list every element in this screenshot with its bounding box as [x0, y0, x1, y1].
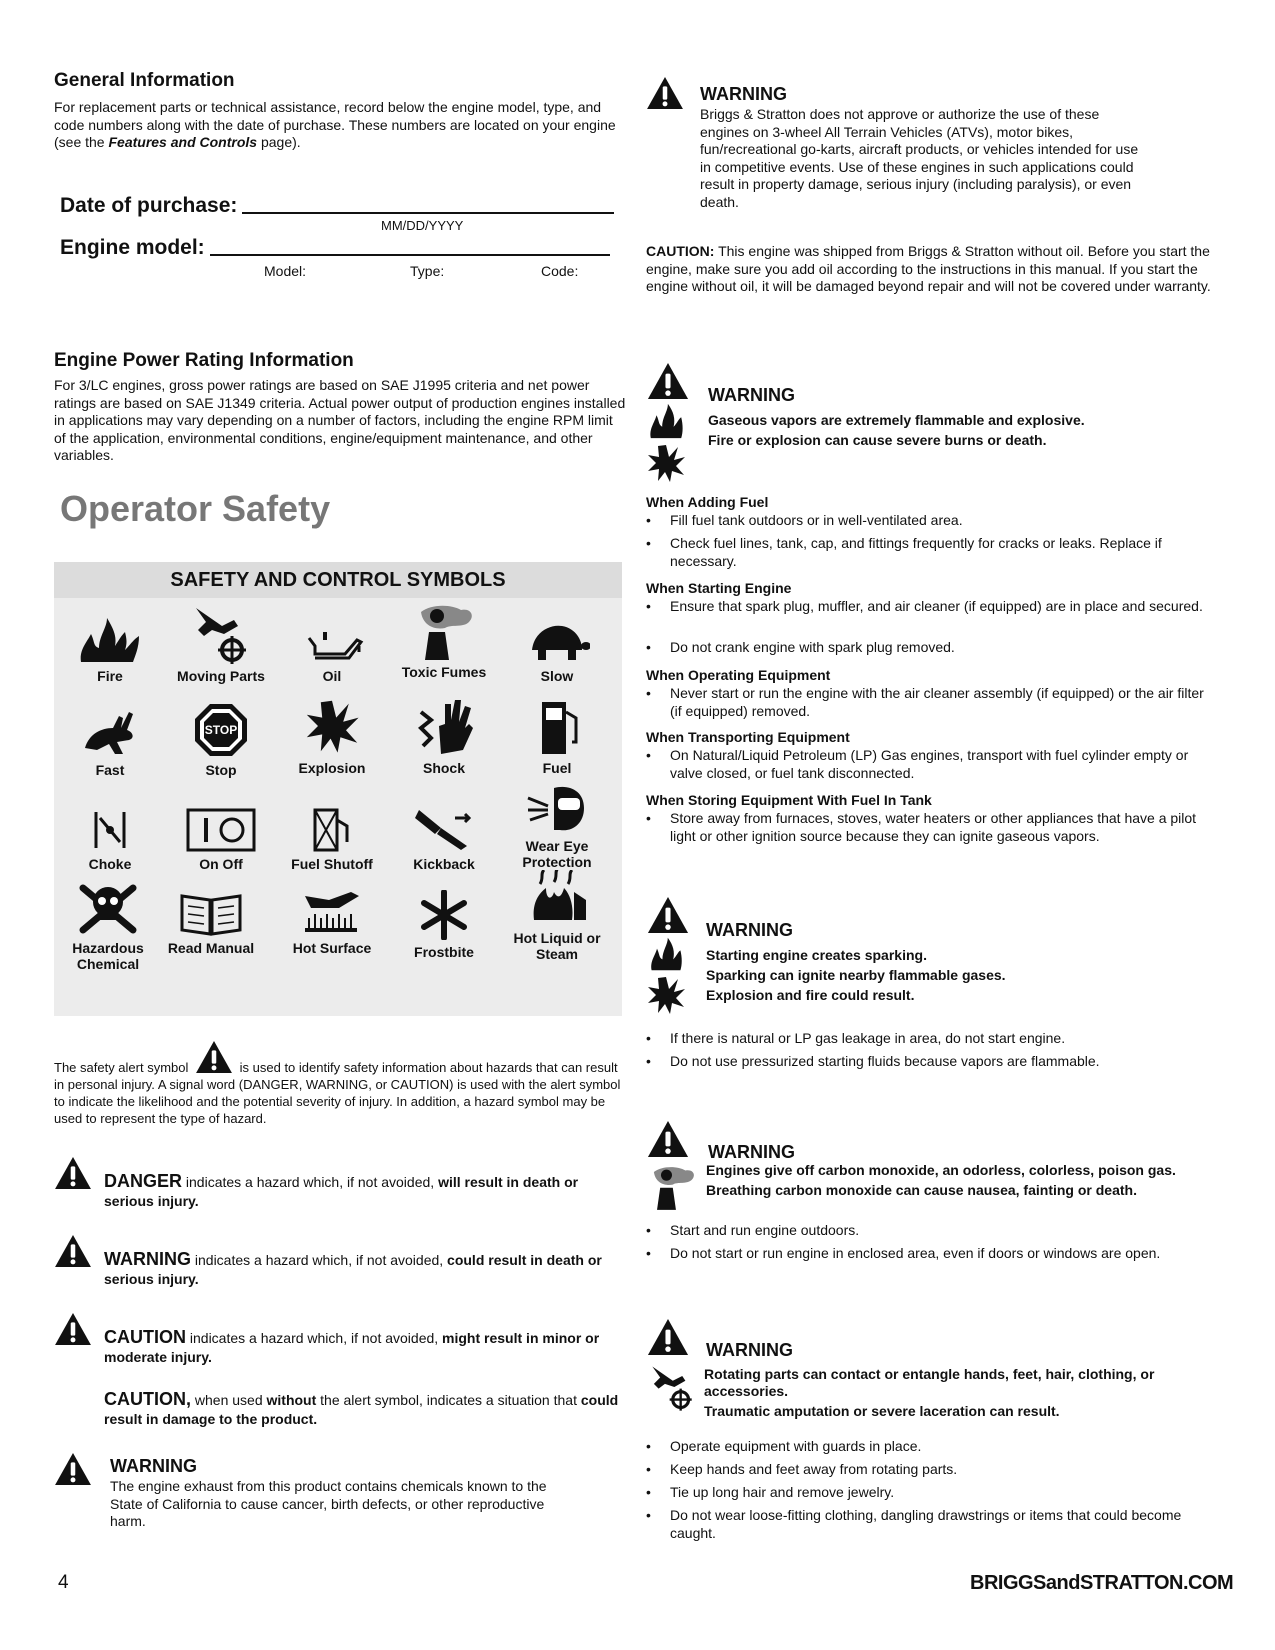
general-info-text: For replacement parts or technical assistance, record below the engine model, type, and code numbers along with the date of purchase. These numbers are located on your engine (see the Features and Controls page). [54, 99, 616, 150]
model-column-label: Model: [264, 263, 307, 279]
list-item: • Operate equipment with guards in place. [670, 1438, 1210, 1456]
symbol-on-off: On Off [166, 808, 276, 872]
w2-fire-icon [646, 402, 686, 440]
list-item: • If there is natural or LP gas leakage in area, do not start engine. [670, 1030, 1210, 1048]
list-item: • Keep hands and feet away from rotating parts. [670, 1461, 1210, 1479]
toxic-fumes-icon [411, 602, 477, 660]
snowflake-icon [419, 890, 469, 940]
type-column-label: Type: [410, 263, 445, 279]
rabbit-icon [77, 708, 143, 758]
adding-fuel-heading: When Adding Fuel [646, 494, 769, 510]
symbol-stop: STOP Stop [166, 702, 276, 778]
w5-moving-parts-icon [646, 1360, 698, 1414]
danger-definition: DANGER indicates a hazard which, if not avoided, will result in death or serious injury. [104, 1171, 579, 1209]
w5-icons [646, 1318, 698, 1414]
list-item: • Fill fuel tank outdoors or in well-ventilated area. [670, 512, 1210, 530]
symbol-fuel: Fuel [502, 698, 612, 776]
symbol-hot-surface: Hot Surface [277, 890, 387, 956]
symbol-frostbite: Frostbite [389, 890, 499, 960]
on-off-icon [186, 808, 256, 852]
list-item: • On Natural/Liquid Petroleum (LP) Gas engines, transport with fuel cylinder empty or valve closed, or fuel tank disconnected. [670, 747, 1210, 782]
power-rating-text: For 3/LC engines, gross power ratings are based on SAE J1995 criteria and net power ratings are based on SAE J1349 criteria. Actual power output of production engines installed in applications may vary depending on a number of factors, including the engine RPM limit of the application, environmental conditions, engine/equipment maintenance, and other variables. [54, 377, 626, 463]
w4-alert-icon [646, 1120, 690, 1158]
w3-lines: Starting engine creates sparking. Sparking can ignite nearby flammable gases. Explosion and fire could result. [706, 947, 1006, 1003]
steam-icon [524, 870, 590, 926]
w1-alert-icon [646, 76, 684, 110]
symbol-kickback: Kickback [389, 804, 499, 872]
danger-alert-icon [54, 1156, 92, 1190]
symbol-fire: Fire [55, 614, 165, 684]
starting-engine-heading: When Starting Engine [646, 580, 792, 596]
w3-explosion-icon [646, 974, 686, 1016]
page-number: 4 [58, 1572, 69, 1593]
w4-icons [646, 1120, 698, 1212]
kickback-icon [411, 804, 477, 852]
operator-safety-title: Operator Safety [60, 488, 331, 529]
moving-parts-icon [188, 604, 254, 664]
list-item: • Tie up long hair and remove jewelry. [670, 1484, 1210, 1502]
california-warning-text: The engine exhaust from this product contains chemicals known to the State of California to cause cancer, birth defects, or other reproductive harm. [110, 1478, 547, 1529]
stop-sign-icon [193, 702, 249, 758]
list-item: • Ensure that spark plug, muffler, and air cleaner (if equipped) are in place and secured. [670, 598, 1210, 616]
date-format-hint: MM/DD/YYYY [381, 218, 464, 233]
w3-icons [646, 896, 690, 1016]
list-item: • Do not crank engine with spark plug removed. [670, 639, 1210, 657]
eye-protection-icon [524, 784, 590, 834]
shock-icon [411, 698, 477, 756]
symbols-panel-title: SAFETY AND CONTROL SYMBOLS [54, 562, 622, 598]
symbol-shock: Shock [389, 698, 499, 776]
w4-toxic-fumes-icon [646, 1162, 698, 1212]
symbol-explosion: Explosion [277, 696, 387, 776]
fuel-shutoff-icon [299, 806, 365, 852]
turtle-icon [524, 620, 590, 664]
storing-equipment-heading: When Storing Equipment With Fuel In Tank [646, 792, 932, 808]
symbol-hot-liquid-steam: Hot Liquid or Steam [492, 870, 622, 962]
symbol-hazardous-chemical: Hazardous Chemical [48, 880, 168, 972]
symbol-fast: Fast [55, 708, 165, 778]
caution-alert-icon [54, 1312, 92, 1346]
hot-surface-icon [299, 890, 365, 936]
list-item: • Never start or run the engine with the air cleaner assembly (if equipped) or the air filter (if equipped) removed. [670, 685, 1210, 720]
power-rating-heading: Engine Power Rating Information [54, 350, 354, 371]
california-warning-title: WARNING [110, 1456, 197, 1476]
list-item: • Start and run engine outdoors. [670, 1222, 1210, 1240]
oil-caution: CAUTION: This engine was shipped from Briggs & Stratton without oil. Before you start the engine, make sure you add oil according to the instructions in this manual. If you start the engine without oil, it will be damaged beyond repair and will not be covered under warranty. [646, 243, 1211, 294]
symbol-oil: Oil [277, 620, 387, 684]
list-item: • Do not start or run engine in enclosed area, even if doors or windows are open. [670, 1245, 1210, 1263]
oil-can-icon [299, 620, 365, 664]
list-item: • Check fuel lines, tank, cap, and fittings frequently for cracks or leaks. Replace if necessary. [670, 535, 1210, 570]
general-info-heading: General Information [54, 70, 235, 91]
symbol-slow: Slow [502, 620, 612, 684]
w4-lines: Engines give off carbon monoxide, an odorless, colorless, poison gas. Breathing carbon monoxide can cause nausea, fainting or death. [706, 1162, 1176, 1198]
choke-icon [82, 808, 138, 852]
code-column-label: Code: [541, 263, 579, 279]
fuel-pump-icon [524, 698, 590, 756]
w3-title: WARNING [706, 920, 793, 940]
alert-triangle-icon [195, 1040, 233, 1074]
list-item: • Do not use pressurized starting fluids because vapors are flammable. [670, 1053, 1210, 1071]
w5-alert-icon [646, 1318, 690, 1356]
book-icon [178, 890, 244, 936]
operating-equipment-heading: When Operating Equipment [646, 667, 831, 683]
w2-lines: Gaseous vapors are extremely flammable and explosive. Fire or explosion can cause severe burns or death. [708, 412, 1085, 448]
fire-icon [77, 614, 143, 664]
w2-title: WARNING [708, 385, 795, 405]
w1-text: Briggs & Stratton does not approve or authorize the use of these engines on 3-wheel All Terrain Vehicles (ATVs), motor bikes, fun/recreational go-karts, aircraft products, or vehicles intended for use in competitive events. Use of these engines in such applications could result in property damage, serious injury (including paralysis), or even death. [700, 106, 1139, 210]
warning-definition: WARNING indicates a hazard which, if not avoided, could result in death or serious injury. [104, 1249, 602, 1287]
symbol-read-manual: Read Manual [156, 890, 266, 956]
caution-definition: CAUTION indicates a hazard which, if not avoided, might result in minor or moderate injury. [104, 1327, 600, 1365]
w5-lines: Rotating parts can contact or entangle hands, feet, hair, clothing, or accessories. Traumatic amputation or severe laceration can result. [704, 1366, 1155, 1419]
w3-fire-icon [646, 936, 686, 972]
caution-no-symbol-definition: CAUTION, when used without the alert symbol, indicates a situation that could result in damage to the product. [104, 1389, 619, 1427]
symbol-choke: Choke [55, 808, 165, 872]
w5-title: WARNING [706, 1340, 793, 1360]
w1-title: WARNING [700, 84, 787, 104]
symbol-moving-parts: Moving Parts [166, 604, 276, 684]
symbol-fuel-shutoff: Fuel Shutoff [277, 806, 387, 872]
date-of-purchase-line[interactable] [242, 212, 614, 214]
california-warning-icon [54, 1452, 92, 1486]
website-footer[interactable]: BRIGGSandSTRATTON.COM [970, 1572, 1234, 1594]
w4-title: WARNING [708, 1142, 795, 1162]
w2-explosion-icon [646, 442, 686, 484]
list-item: • Store away from furnaces, stoves, water heaters or other appliances that have a pilot light or other ignition source because they can ignite gaseous vapors. [670, 810, 1215, 845]
safety-alert-paragraph: The safety alert symbol is used to identify safety information about hazards that can result in personal injury. A signal word (DANGER, WARNING, or CAUTION) is used with the alert symbol to indicate the likelihood and the potential severity of injury. In addition, a hazard symbol may be used to represent the type of hazard. [54, 1040, 628, 1127]
engine-model-label: Engine model: [60, 236, 205, 259]
date-of-purchase-label: Date of purchase: [60, 194, 238, 217]
w3-alert-icon [646, 896, 690, 934]
w2-alert-icon [646, 362, 690, 400]
skull-crossbones-icon [75, 880, 141, 936]
symbol-eye-protection: Wear Eye Protection [492, 784, 622, 870]
w2-icons [646, 362, 690, 484]
engine-model-line[interactable] [210, 254, 610, 256]
svg-text:STOP: STOP [204, 723, 238, 737]
explosion-icon [304, 696, 360, 756]
symbol-toxic-fumes: Toxic Fumes [389, 602, 499, 680]
transporting-equipment-heading: When Transporting Equipment [646, 729, 850, 745]
warning-alert-icon [54, 1234, 92, 1268]
list-item: • Do not wear loose-fitting clothing, dangling drawstrings or items that could become caught. [670, 1507, 1210, 1542]
